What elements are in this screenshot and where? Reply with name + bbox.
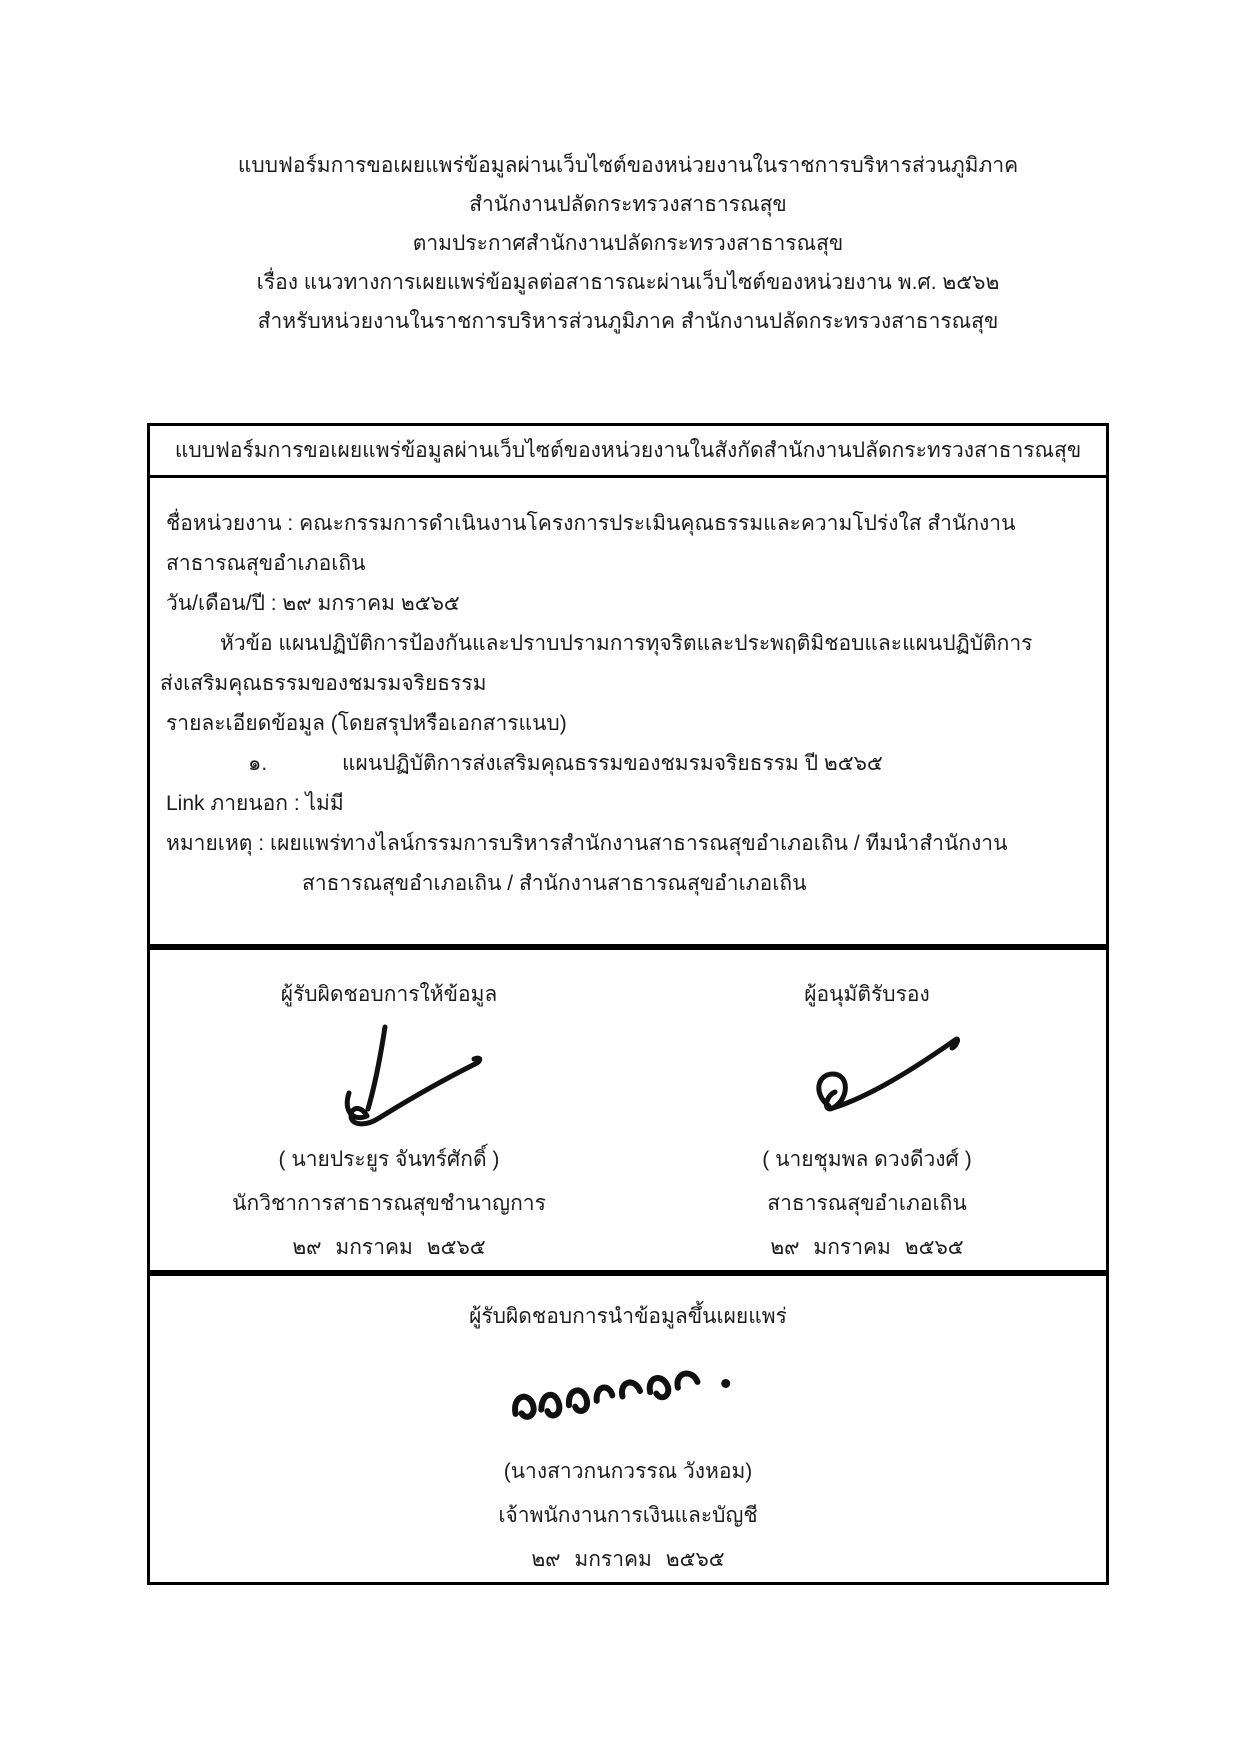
publisher-title: ผู้รับผิดชอบการนำข้อมูลขึ้นเผยแพร่ xyxy=(469,1305,787,1328)
publisher-signature-area xyxy=(150,1332,1106,1450)
approver-name: ( นายชุมพล ดวงดีวงศ์ ) xyxy=(762,1148,972,1171)
remark-line2: สาธารณสุขอำเภอเถิน / สำนักงานสาธารณสุขอำเภอเถิน xyxy=(302,872,807,895)
title-line-2: สำนักงานปลัดกระทรวงสาธารณสุข xyxy=(469,193,787,216)
agency-name-line1: ชื่อหน่วยงาน : คณะกรรมการดำเนินงานโครงการประเมินคุณธรรมและความโปร่งใส สำนักงาน xyxy=(166,512,1016,535)
responsible-name: ( นายประยูร จันทร์ศักดิ์ ) xyxy=(278,1148,500,1171)
approver-column xyxy=(628,950,1106,1270)
publisher-signature-image xyxy=(495,1341,761,1441)
detail-item-text: แผนปฏิบัติการส่งเสริมคุณธรรมของชมรมจริยธรรม ปี ๒๕๖๕ xyxy=(342,752,883,775)
external-link-line: Link ภายนอก : ไม่มี xyxy=(166,792,344,815)
detail-item xyxy=(166,744,1088,784)
approver-signature-image xyxy=(767,1022,967,1127)
detail-item-number: ๑. xyxy=(248,752,268,775)
signatures-box xyxy=(147,947,1109,1273)
form-box-header: แบบฟอร์มการขอเผยแพร่ข้อมูลผ่านเว็บไซต์ของหน่วยงานในสังกัดสำนักงานปลัดกระทรวงสาธารณสุข xyxy=(150,426,1106,478)
agency-name-line2: สาธารณสุขอำเภอเถิน xyxy=(166,552,366,575)
publisher-date: ๒๙ มกราคม ๒๕๖๕ xyxy=(531,1548,725,1571)
responsible-position: นักวิชาการสาธารณสุขชำนาญการ xyxy=(232,1192,546,1215)
responsible-date: ๒๙ มกราคม ๒๕๖๕ xyxy=(292,1236,486,1259)
remark-line1: หมายเหตุ : เผยแพร่ทางไลน์กรรมการบริหารสำนักงานสาธารณสุขอำเภอเถิน / ทีมนำสำนักงาน xyxy=(166,832,1008,855)
title-line-5: สำหรับหน่วยงานในราชการบริหารส่วนภูมิภาค สำนักงานปลัดกระทรวงสาธารณสุข xyxy=(257,310,999,333)
document-title-block xyxy=(147,146,1109,341)
title-line-1: แบบฟอร์มการขอเผยแพร่ข้อมูลผ่านเว็บไซต์ของหน่วยงานในราชการบริหารส่วนภูมิภาค xyxy=(237,154,1019,177)
approver-position: สาธารณสุขอำเภอเถิน xyxy=(767,1192,967,1215)
form-box-body xyxy=(150,478,1106,944)
form-box xyxy=(147,423,1109,947)
publisher-box xyxy=(147,1273,1109,1585)
title-line-3: ตามประกาศสำนักงานปลัดกระทรวงสาธารณสุข xyxy=(412,232,844,255)
responsible-signature-area xyxy=(150,1010,628,1138)
title-line-4: เรื่อง แนวทางการเผยแพร่ข้อมูลต่อสาธารณะผ่านเว็บไซต์ของหน่วยงาน พ.ศ. ๒๕๖๒ xyxy=(256,271,1000,294)
topic-line1: หัวข้อ แผนปฏิบัติการป้องกันและปราบปรามการทุจริตและประพฤติมิชอบและแผนปฏิบัติการ xyxy=(220,632,1033,655)
topic-line2: ส่งเสริมคุณธรรมของชมรมจริยธรรม xyxy=(160,672,487,695)
publisher-position: เจ้าพนักงานการเงินและบัญชี xyxy=(498,1504,758,1527)
responsible-title: ผู้รับผิดชอบการให้ข้อมูล xyxy=(280,983,498,1006)
detail-label: รายละเอียดข้อมูล (โดยสรุปหรือเอกสารแนบ) xyxy=(166,712,567,735)
publisher-name: (นางสาวกนกวรรณ วังหอม) xyxy=(503,1460,753,1483)
approver-date: ๒๙ มกราคม ๒๕๖๕ xyxy=(770,1236,964,1259)
document-content xyxy=(147,0,1109,1585)
responsible-column xyxy=(150,950,628,1270)
approver-signature-area xyxy=(628,1010,1106,1138)
approver-title: ผู้อนุมัติรับรอง xyxy=(804,983,930,1006)
responsible-signature-image xyxy=(289,1019,489,1129)
form-date-line: วัน/เดือน/ปี : ๒๙ มกราคม ๒๕๖๕ xyxy=(166,592,460,615)
